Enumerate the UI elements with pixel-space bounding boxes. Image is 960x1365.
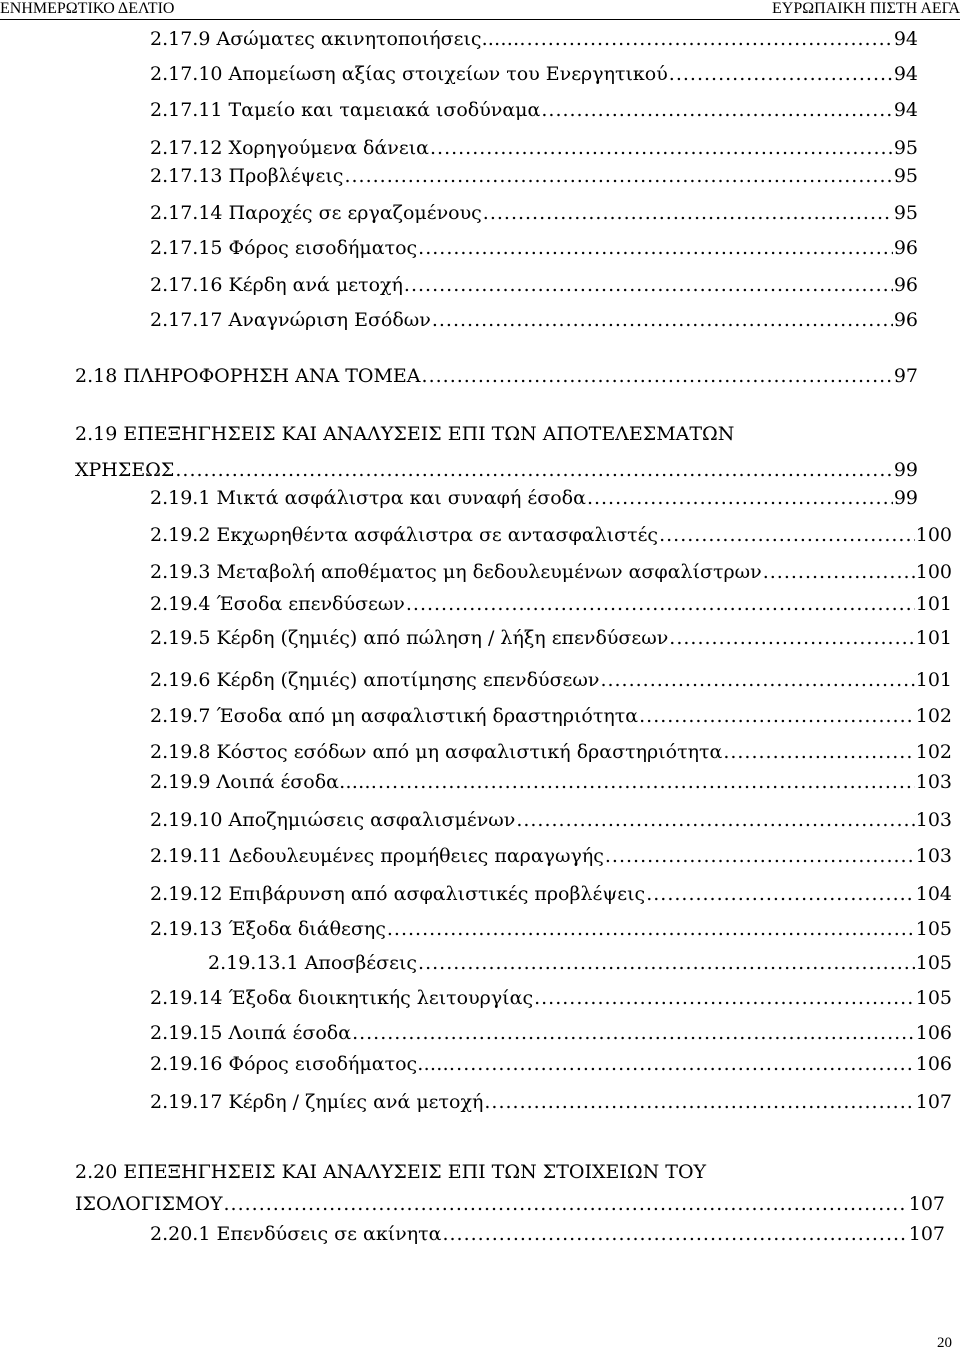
toc-entry-title: 2.19.12 Επιβάρυνση από ασφαλιστικές προβλέψεις — [150, 883, 646, 905]
toc-entry-page: 96 — [893, 274, 918, 296]
toc-entry-page: 94 — [893, 63, 918, 85]
toc-leader-dots — [534, 986, 915, 1010]
toc-entry-2-19-10[interactable] — [150, 808, 952, 832]
toc-entry-page: 105 — [915, 987, 952, 1009]
toc-entry-2-19-6[interactable] — [150, 668, 952, 692]
toc-entry-2-17-11[interactable] — [150, 98, 918, 122]
toc-entry-2-19-9[interactable] — [150, 770, 952, 794]
toc-leader-dots — [387, 917, 915, 941]
toc-entry-title: 2.17.17 Αναγνώριση Εσόδων — [150, 309, 431, 331]
toc-entry-2-17-10[interactable] — [150, 62, 918, 86]
header-rule — [0, 19, 960, 20]
toc-entry-2-19-heading[interactable]: 2.19 ΕΠΕΞΗΓΗΣΕΙΣ ΚΑΙ ΑΝΑΛΥΣΕΙΣ ΕΠΙ ΤΩΝ ΑΠΟΤΕΛΕΣΜΑΤΩΝ — [75, 423, 735, 445]
running-header — [0, 0, 960, 18]
toc-leader-dots — [344, 164, 892, 188]
toc-entry-2-19-16[interactable] — [150, 1052, 952, 1076]
toc-leader-dots — [442, 1222, 907, 1246]
toc-leader-dots — [516, 808, 914, 832]
toc-entry-2-19-2[interactable] — [150, 523, 952, 547]
toc-entry-page: 103 — [915, 771, 952, 793]
toc-entry-page: 102 — [915, 705, 952, 727]
toc-entry-title: 2.19.8 Κόστος εσόδων από μη ασφαλιστική δραστηριότητα — [150, 741, 723, 763]
toc-entry-2-19-15[interactable] — [150, 1021, 952, 1045]
toc-entry-page: 106 — [915, 1053, 952, 1075]
toc-entry-title: 2.17.9 Ασώματες ακινητοποιήσεις.…… — [150, 28, 526, 50]
toc-leader-dots — [587, 486, 893, 510]
header-right-company: ΕΥΡΩΠΑΙΚΗ ΠΙΣΤΗ ΑΕΓΑ — [772, 0, 960, 17]
toc-entry-page: 107 — [908, 1223, 945, 1245]
toc-entry-title: 2.18 ΠΛΗΡΟΦΟΡΗΣΗ ΑΝΑ ΤΟΜΕΑ — [75, 365, 421, 387]
toc-entry-2-18[interactable] — [75, 364, 918, 388]
toc-entry-title: 2.17.15 Φόρος εισοδήματος — [150, 237, 418, 259]
toc-entry-page: 99 — [893, 459, 918, 481]
toc-leader-dots — [527, 27, 893, 51]
toc-leader-dots — [175, 458, 892, 482]
toc-entry-page: 106 — [915, 1022, 952, 1044]
toc-entry-2-19-5[interactable] — [150, 626, 952, 650]
toc-leader-dots — [669, 626, 914, 650]
toc-entry-page: 101 — [915, 669, 952, 691]
toc-entry-2-17-13[interactable] — [150, 164, 918, 188]
toc-entry-title: 2.17.11 Ταμείο και ταμειακά ισοδύναμα — [150, 99, 541, 121]
toc-leader-dots — [432, 308, 893, 332]
toc-leader-dots — [483, 201, 893, 225]
toc-entry-title: 2.19.13.1 Αποσβέσεις — [208, 952, 418, 974]
toc-entry-2-19-13[interactable] — [150, 917, 952, 941]
toc-entry-page: 103 — [915, 809, 952, 831]
toc-leader-dots — [418, 236, 893, 260]
toc-entry-title: 2.17.16 Κέρδη ανά μετοχή — [150, 274, 403, 296]
toc-entry-title: 2.20.1 Επενδύσεις σε ακίνητα — [150, 1223, 442, 1245]
toc-leader-dots — [484, 1090, 914, 1114]
toc-entry-title: 2.19.11 Δεδουλευμένες προμήθειες παραγωγής — [150, 845, 604, 867]
toc-entry-page: 101 — [915, 593, 952, 615]
toc-entry-2-19-4[interactable] — [150, 592, 952, 616]
toc-entry-title: ΙΣΟΛΟΓΙΣΜΟΥ — [75, 1193, 223, 1215]
toc-leader-dots — [600, 668, 914, 692]
toc-entry-2-19-11[interactable] — [150, 844, 952, 868]
toc-entry-page: 103 — [915, 845, 952, 867]
toc-leader-dots — [541, 98, 892, 122]
toc-entry-title: 2.17.10 Απομείωση αξίας στοιχείων του Ενεργητικού — [150, 63, 668, 85]
toc-entry-page: 95 — [893, 202, 918, 224]
toc-entry-title: 2.17.14 Παροχές σε εργαζομένους — [150, 202, 482, 224]
toc-leader-dots — [763, 560, 915, 584]
toc-entry-page: 101 — [915, 627, 952, 649]
toc-entry-page: 95 — [893, 137, 918, 159]
toc-leader-dots — [352, 1021, 915, 1045]
toc-entry-page: 105 — [915, 918, 952, 940]
toc-leader-dots — [723, 740, 914, 764]
toc-entry-2-17-9[interactable] — [150, 27, 918, 51]
toc-entry-2-20-heading[interactable]: 2.20 ΕΠΕΞΗΓΗΣΕΙΣ ΚΑΙ ΑΝΑΛΥΣΕΙΣ ΕΠΙ ΤΩΝ ΣΤΟΙΧΕΙΩΝ ΤΟΥ — [75, 1161, 707, 1183]
toc-leader-dots — [406, 592, 915, 616]
toc-entry-page: 104 — [915, 883, 952, 905]
toc-entry-page: 96 — [893, 309, 918, 331]
toc-entry-title: 2.19.15 Λοιπά έσοδα — [150, 1022, 352, 1044]
toc-entry-title: 2.19.4 Έσοδα επενδύσεων — [150, 593, 405, 615]
toc-entry-title: 2.17.12 Χορηγούμενα δάνεια — [150, 137, 429, 159]
toc-entry-title: 2.19.6 Κέρδη (ζημιές) αποτίμησης επενδύσεων — [150, 669, 600, 691]
toc-leader-dots — [639, 704, 915, 728]
toc-entry-title: 2.19.16 Φόρος εισοδήματος…… — [150, 1053, 456, 1075]
toc-entry-page: 100 — [915, 524, 952, 546]
toc-entry-2-19-1[interactable] — [150, 486, 918, 510]
toc-entry-2-19-3[interactable] — [150, 560, 952, 584]
toc-leader-dots — [224, 1192, 908, 1216]
toc-leader-dots — [378, 770, 915, 794]
page-number: 20 — [937, 1335, 952, 1351]
toc-entry-page: 105 — [915, 952, 952, 974]
toc-entry-title: 2.19.14 Έξοδα διοικητικής λειτουργίας — [150, 987, 534, 1009]
toc-entry-2-17-15[interactable] — [150, 236, 918, 260]
toc-entry-2-20[interactable] — [75, 1192, 945, 1216]
toc-entry-2-19-14[interactable] — [150, 986, 952, 1010]
toc-entry-page: 107 — [908, 1193, 945, 1215]
toc-entry-2-19[interactable] — [75, 458, 918, 482]
toc-leader-dots — [659, 523, 915, 547]
toc-entry-2-17-14[interactable] — [150, 201, 918, 225]
toc-leader-dots — [669, 62, 893, 86]
toc-entry-2-19-17[interactable] — [150, 1090, 952, 1114]
toc-entry-2-19-8[interactable] — [150, 740, 952, 764]
toc-entry-2-19-12[interactable] — [150, 882, 952, 906]
toc-entry-title: 2.17.13 Προβλέψεις — [150, 165, 344, 187]
toc-leader-dots — [646, 882, 915, 906]
toc-entry-title: 2.19.1 Μικτά ασφάλιστρα και συναφή έσοδα — [150, 487, 586, 509]
toc-entry-2-19-7[interactable] — [150, 704, 952, 728]
toc-entry-title: 2.19.17 Κέρδη / ζημίες ανά μετοχή — [150, 1091, 484, 1113]
toc-entry-title: 2.19.10 Αποζημιώσεις ασφαλισμένων — [150, 809, 516, 831]
toc-entry-title: 2.19.5 Κέρδη (ζημιές) από πώληση / λήξη επενδύσεων — [150, 627, 669, 649]
toc-entry-page: 94 — [893, 99, 918, 121]
toc-entry-page: 95 — [893, 165, 918, 187]
toc-entry-title: 2.19.3 Μεταβολή αποθέματος μη δεδουλευμένων ασφαλίστρων — [150, 561, 762, 583]
toc-leader-dots — [418, 951, 915, 975]
toc-entry-page: 102 — [915, 741, 952, 763]
header-left-title: ΕΝΗΜΕΡΩΤΙΚΟ ΔΕΛΤΙΟ — [0, 0, 175, 17]
toc-entry-page: 99 — [893, 487, 918, 509]
toc-entry-title: 2.19.9 Λοιπά έσοδα…… — [150, 771, 377, 793]
toc-entry-2-19-13-1[interactable] — [208, 951, 952, 975]
toc-entry-title: ΧΡΗΣΕΩΣ — [75, 459, 175, 481]
toc-entry-2-17-12[interactable] — [150, 136, 918, 160]
toc-leader-dots — [605, 844, 915, 868]
toc-entry-page: 97 — [893, 365, 918, 387]
toc-leader-dots — [430, 136, 893, 160]
toc-entry-page: 107 — [915, 1091, 952, 1113]
toc-entry-2-20-1[interactable] — [150, 1222, 945, 1246]
toc-entry-title: 2.19.2 Εκχωρηθέντα ασφάλιστρα σε αντασφαλιστές — [150, 524, 659, 546]
toc-entry-title: 2.19.13 Έξοδα διάθεσης — [150, 918, 386, 940]
toc-entry-2-17-16[interactable] — [150, 273, 918, 297]
toc-entry-page: 94 — [893, 28, 918, 50]
toc-entry-2-17-17[interactable] — [150, 308, 918, 332]
toc-leader-dots — [456, 1052, 915, 1076]
toc-leader-dots — [404, 273, 893, 297]
toc-entry-title: 2.19.7 Έσοδα από μη ασφαλιστική δραστηριότητα — [150, 705, 639, 727]
toc-leader-dots — [422, 364, 893, 388]
toc-entry-page: 100 — [915, 561, 952, 583]
toc-entry-page: 96 — [893, 237, 918, 259]
